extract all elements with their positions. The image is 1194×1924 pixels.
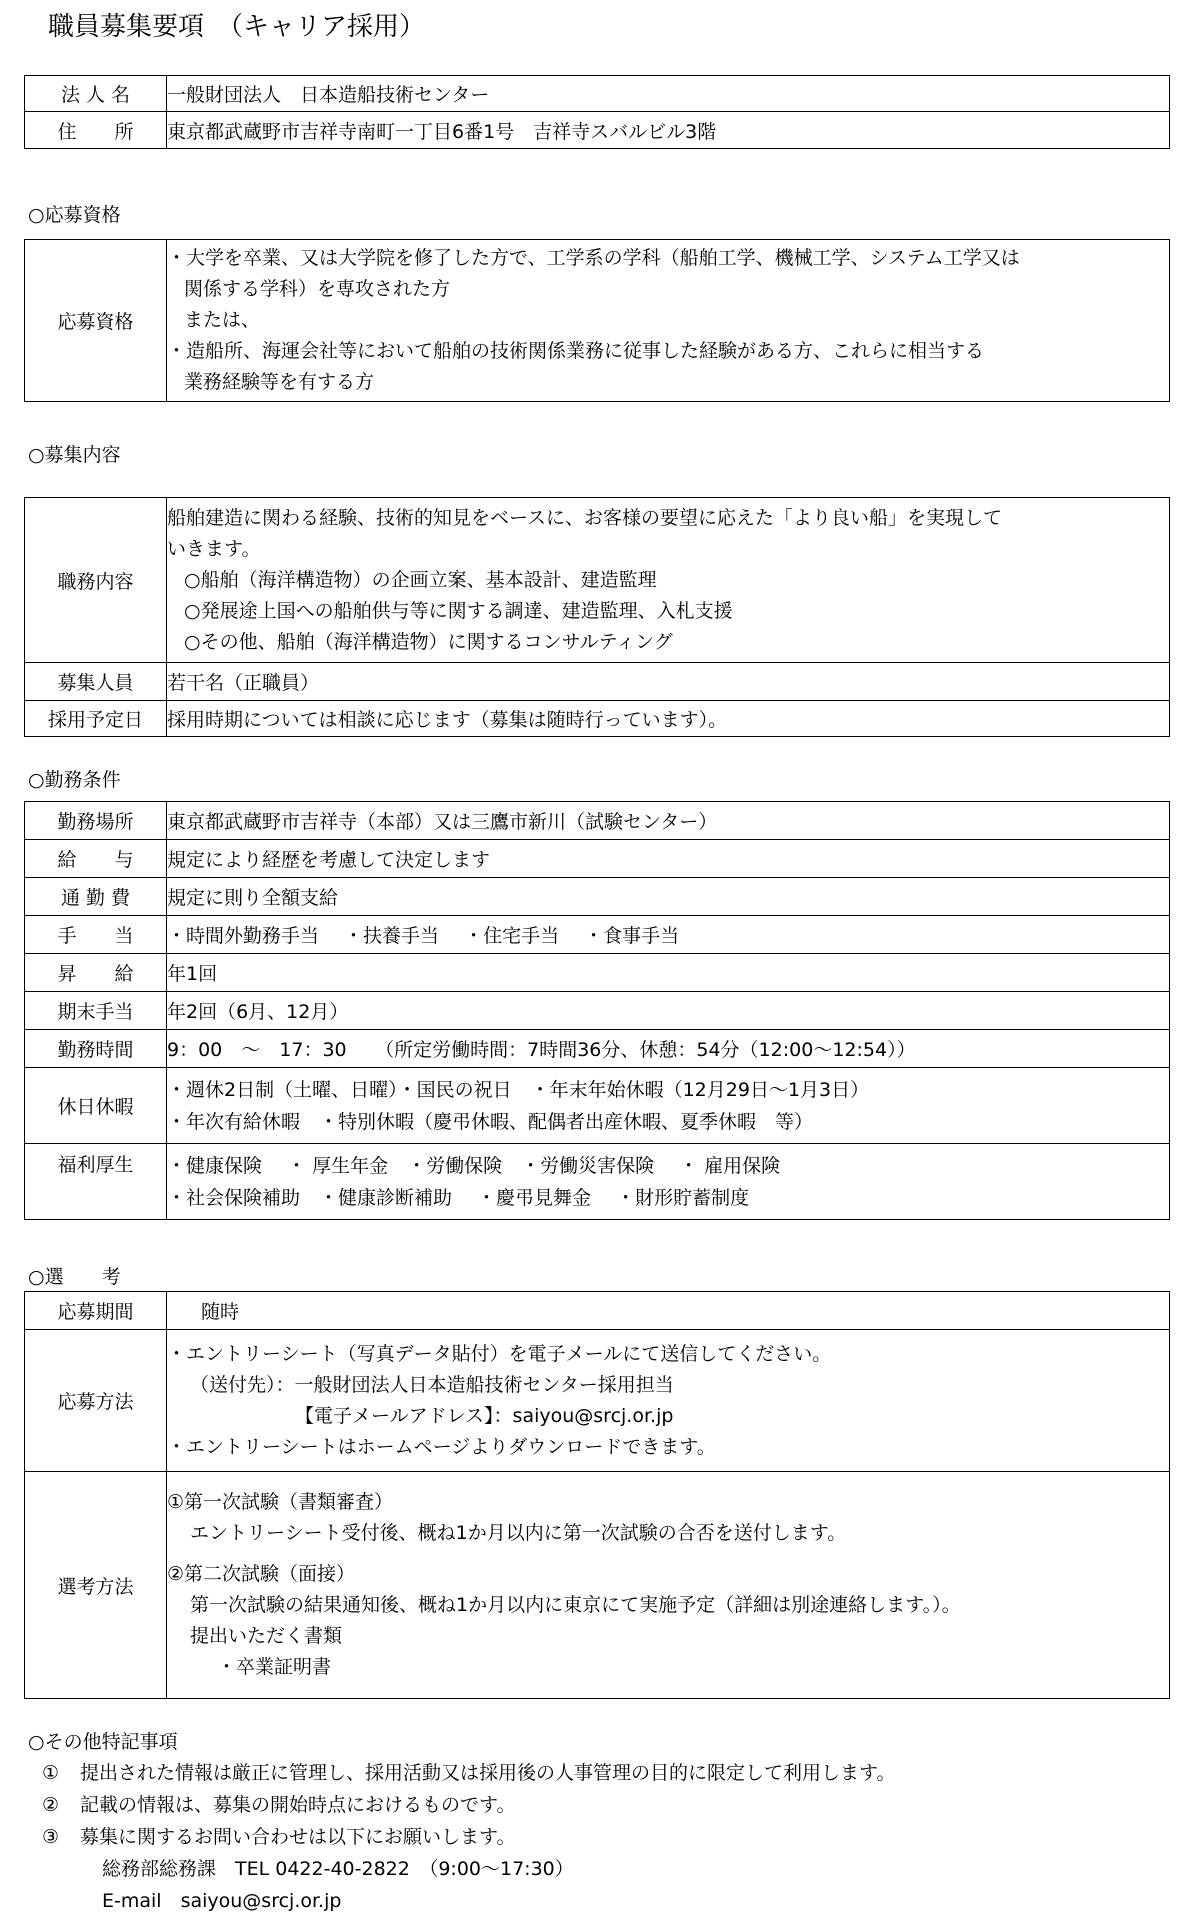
duties-line: 船舶建造に関わる経験、技術的知見をベースに、お客様の要望に応えた「より良い船」を実現して [167, 506, 1003, 529]
selection-heading: ○選 考 [28, 1266, 121, 1288]
raise-value: 年1回 [167, 954, 1170, 992]
qualification-line: 関係する学科）を専攻された方 [184, 278, 451, 300]
application-method-line: 【電子メールアドレス】：saiyou@srcj.or.jp [295, 1404, 674, 1427]
workplace-label: 勤務場所 [25, 802, 167, 840]
table-row [25, 1030, 1170, 1068]
address-label: 住 所 [25, 112, 167, 149]
recruitment-table [24, 497, 1170, 737]
duties-label: 職務内容 [25, 498, 167, 663]
qualification-line: 業務経験等を有する方 [184, 371, 375, 393]
table-row [25, 1292, 1170, 1330]
note-number: ③ [42, 1826, 60, 1848]
holidays-line: ・年次有給休暇 ・特別休暇（慶弔休暇、配偶者出産休暇、夏季休暇 等） [167, 1110, 814, 1133]
table-row [25, 992, 1170, 1030]
welfare-line: ・社会保険補助 ・健康診断補助 ・慶弔見舞金 ・財形貯蓄制度 [167, 1186, 750, 1209]
table-row [25, 954, 1170, 992]
application-period-label: 応募期間 [25, 1292, 167, 1330]
table-row [25, 1472, 1170, 1699]
conditions-table [24, 801, 1170, 1220]
recruitment-heading: ○募集内容 [28, 444, 121, 466]
contact-tel: 総務部総務課 TEL 0422-40-2822 （9:00～17:30） [102, 1858, 574, 1880]
bonus-value: 年2回（6月、12月） [167, 992, 1170, 1030]
work-hours-value: 9：00 ～ 17：30 （所定労働時間：7時間36分、休憩：54分（12:00～12:54）） [167, 1030, 1170, 1068]
selection-method-line: ②第二次試験（面接） [167, 1563, 356, 1585]
selection-method-value [167, 1472, 1170, 1699]
application-method-label: 応募方法 [25, 1330, 167, 1472]
qualification-line: ・大学を卒業、又は大学院を修了した方で、工学系の学科（船舶工学、機械工学、システム工学又は [167, 247, 1020, 269]
commute-label: 通 勤 費 [25, 878, 167, 916]
salary-value: 規定により経歴を考慮して決定します [167, 840, 1170, 878]
note-number: ① [42, 1762, 60, 1784]
qualification-heading: ○応募資格 [28, 204, 121, 226]
openings-value: 若干名（正職員） [167, 663, 1170, 701]
commute-value: 規定に則り全額支給 [167, 878, 1170, 916]
table-row [25, 112, 1170, 149]
salary-label: 給 与 [25, 840, 167, 878]
bonus-label: 期末手当 [25, 992, 167, 1030]
start-date-value: 採用時期については相談に応じます（募集は随時行っています）。 [167, 701, 1170, 737]
application-method-value [167, 1330, 1170, 1472]
duties-line: いきます。 [167, 537, 261, 560]
duties-line: ○その他、船舶（海洋構造物）に関するコンサルティング [184, 630, 673, 653]
qualification-table [24, 239, 1170, 402]
openings-label: 募集人員 [25, 663, 167, 701]
basic-info-table [24, 75, 1170, 149]
list-item [28, 1757, 1168, 1789]
welfare-value [167, 1144, 1170, 1220]
table-row [25, 1330, 1170, 1472]
qualification-line: ・造船所、海運会社等において船舶の技術関係業務に従事した経験がある方、これらに相当する [167, 340, 985, 362]
list-item [28, 1821, 1168, 1853]
table-row [25, 840, 1170, 878]
table-row [25, 76, 1170, 112]
welfare-label: 福利厚生 [25, 1144, 167, 1220]
holidays-value [167, 1068, 1170, 1144]
notes-heading: ○その他特記事項 [28, 1731, 178, 1753]
table-row [25, 701, 1170, 737]
allowance-label: 手 当 [25, 916, 167, 954]
table-row [25, 878, 1170, 916]
duties-value [167, 498, 1170, 663]
notes-list [28, 1757, 1168, 1917]
selection-method-line: ・卒業証明書 [217, 1656, 332, 1678]
contact-email[interactable]: E-mail saiyou@srcj.or.jp [102, 1890, 342, 1912]
selection-method-label: 選考方法 [25, 1472, 167, 1699]
welfare-line: ・健康保険 ・ 厚生年金 ・労働保険 ・労働災害保険 ・ 雇用保険 [167, 1154, 781, 1177]
corporation-value: 一般財団法人 日本造船技術センター [167, 76, 1170, 112]
table-row [25, 1068, 1170, 1144]
application-method-line: ・エントリーシート（写真データ貼付）を電子メールにて送信してください。 [167, 1342, 832, 1365]
workplace-value: 東京都武蔵野市吉祥寺（本部）又は三鷹市新川（試験センター） [167, 802, 1170, 840]
conditions-heading: ○勤務条件 [28, 769, 121, 791]
application-period-value: 随時 [167, 1292, 1170, 1330]
raise-label: 昇 給 [25, 954, 167, 992]
selection-method-spacer [167, 1549, 1169, 1559]
table-row [25, 1144, 1170, 1220]
table-row [25, 498, 1170, 663]
holidays-label: 休日休暇 [25, 1068, 167, 1144]
selection-method-line: エントリーシート受付後、概ね1か月以内に第一次試験の合否を送付します。 [190, 1522, 847, 1544]
corporation-label: 法 人 名 [25, 76, 167, 112]
table-row [25, 240, 1170, 402]
duties-line: ○発展途上国への船舶供与等に関する調達、建造監理、入札支援 [184, 599, 733, 622]
work-hours-label: 勤務時間 [25, 1030, 167, 1068]
note-text: 募集に関するお問い合わせは以下にお願いします。 [80, 1826, 516, 1848]
table-row [25, 802, 1170, 840]
selection-table [24, 1291, 1170, 1699]
selection-method-line: 提出いただく書類 [190, 1625, 343, 1647]
list-item [28, 1789, 1168, 1821]
qualification-value [167, 240, 1170, 402]
selection-method-line: ①第一次試験（書類審査） [167, 1491, 394, 1513]
note-text: 提出された情報は厳正に管理し、採用活動又は採用後の人事管理の目的に限定して利用します。 [80, 1762, 896, 1784]
table-row [25, 663, 1170, 701]
page-title: 職員募集要項 （キャリア採用） [48, 12, 426, 42]
duties-line: ○船舶（海洋構造物）の企画立案、基本設計、建造監理 [184, 568, 657, 591]
allowance-value: ・時間外勤務手当 ・扶養手当 ・住宅手当 ・食事手当 [167, 916, 1170, 954]
selection-method-line: 第一次試験の結果通知後、概ね1か月以内に東京にて実施予定（詳細は別途連絡します。）。 [190, 1594, 961, 1616]
table-row [25, 916, 1170, 954]
holidays-line: ・週休2日制（土曜、日曜）・国民の祝日 ・年末年始休暇（12月29日～1月3日） [167, 1078, 870, 1101]
qualification-label: 応募資格 [25, 240, 167, 402]
address-value: 東京都武蔵野市吉祥寺南町一丁目6番1号 吉祥寺スバルビル3階 [167, 112, 1170, 149]
note-number: ② [42, 1794, 60, 1816]
application-method-line: （送付先）：一般財団法人日本造船技術センター採用担当 [190, 1373, 674, 1396]
qualification-line: または、 [184, 309, 261, 331]
start-date-label: 採用予定日 [25, 701, 167, 737]
note-text: 記載の情報は、募集の開始時点におけるものです。 [80, 1794, 516, 1816]
application-method-line: ・エントリーシートはホームページよりダウンロードできます。 [167, 1435, 716, 1458]
